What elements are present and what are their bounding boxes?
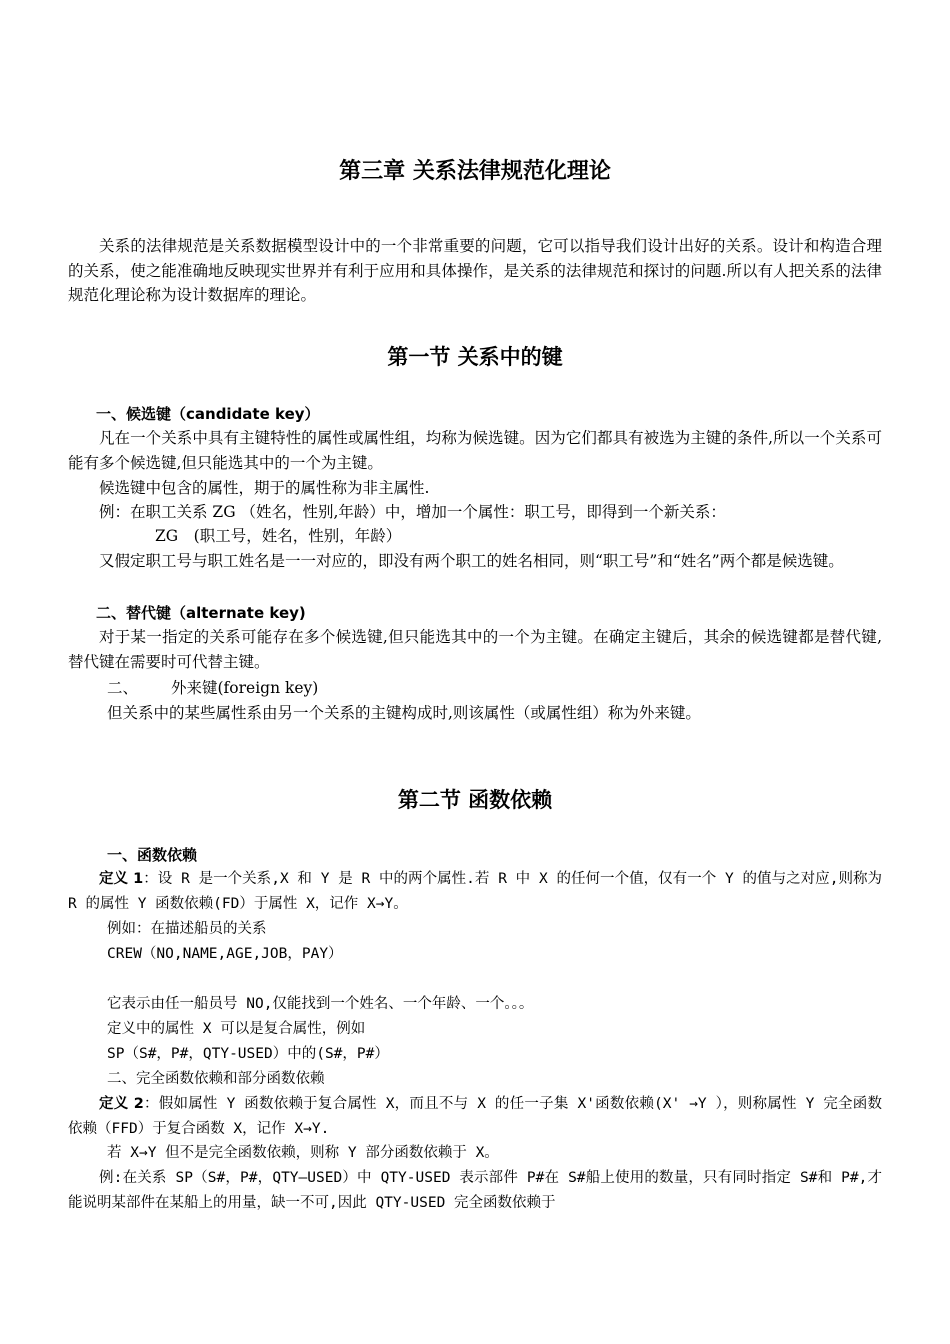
partial-dependency-line: 若 X→Y 但不是完全函数依赖，则称 Y 部分函数依赖于 X。 bbox=[107, 1145, 499, 1161]
chapter-title: 第三章 关系法律规范化理论 bbox=[339, 159, 611, 184]
full-partial-dependency-heading: 二、完全函数依赖和部分函数依赖 bbox=[107, 1071, 325, 1087]
crew-example-intro: 例如：在描述船员的关系 bbox=[107, 921, 267, 937]
candidate-key-paragraph: 凡在一个关系中具有主键特性的属性或属性组，均称为候选键。因为它们都具有被选为主键的条件,所以一个关系可能有多个候选键,但只能选其中的一个为主键。 bbox=[68, 429, 882, 472]
zg-relation-line: ZG (职工号，姓名，性别，年龄） bbox=[155, 527, 402, 545]
candidate-key-example-paragraph: 又假定职工号与职工姓名是一一对应的，即没有两个职工的姓名相同，则“职工号”和“姓名”两个都是候选键。 bbox=[99, 552, 844, 570]
foreign-key-paragraph: 但关系中的某些属性系由另一个关系的主键构成时,则该属性（或属性组）称为外来键。 bbox=[107, 704, 701, 722]
crew-explanation: 它表示由任一船员号 NO,仅能找到一个姓名、一个年龄、一个。。。 bbox=[107, 996, 534, 1012]
definition2-paragraph bbox=[68, 1092, 882, 1141]
definition1-label: 定义 1 bbox=[99, 871, 144, 887]
section2-title: 第二节 函数依赖 bbox=[397, 788, 553, 812]
definition1-text: ：设 R 是一个关系,X 和 Y 是 R 中的两个属性.若 R 中 X 的任何一个值，仅有一个 Y 的值与之对应,则称为 R 的属性 Y 函数依赖(FD）于属性 X，记作 X→Y。 bbox=[68, 871, 883, 912]
composite-attribute-line: 定义中的属性 X 可以是复合属性，例如 bbox=[107, 1021, 366, 1037]
intro-paragraph: 关系的法律规范是关系数据模型设计中的一个非常重要的问题，它可以指导我们设计出好的关系。设计和构造合理的关系，使之能准确地反映现实世界并有利于应用和具体操作，是关系的法律规范和探讨的问题.所以有人把关系的法律规范化理论称为设计数据库的理论。 bbox=[68, 237, 882, 304]
foreign-key-heading-number: 二、 bbox=[107, 679, 139, 697]
non-key-attribute-line: 候选键中包含的属性，期于的属性称为非主属性. bbox=[99, 479, 430, 497]
definition2-label: 定义 2 bbox=[99, 1096, 144, 1112]
foreign-key-heading: 外来键(foreign key) bbox=[171, 679, 319, 697]
functional-dependency-heading: 一、函数依赖 bbox=[107, 846, 198, 864]
definition2-text: ：假如属性 Y 函数依赖于复合属性 X，而且不与 X 的任一子集 X'函数依赖(X' →Y ），则称属性 Y 完全函数依赖（FFD）于复合函数 X，记作 X→Y. bbox=[68, 1096, 882, 1137]
sp-relation: SP（S#，P#，QTY-USED）中的(S#，P#） bbox=[107, 1046, 389, 1062]
employee-example-line: 例：在职工关系 ZG （姓名，性别,年龄）中，增加一个属性：职工号，即得到一个新关系： bbox=[99, 503, 726, 521]
section1-title: 第一节 关系中的键 bbox=[387, 345, 563, 369]
sp-example-paragraph: 例:在关系 SP（S#，P#，QTY—USED）中 QTY-USED 表示部件 P#在 S#船上使用的数量，只有同时指定 S#和 P#,才能说明某部件在某船上的用量，缺一不可,因此 QTY-USED 完全函数依赖于 bbox=[68, 1170, 882, 1211]
candidate-key-heading: 一、候选键（candidate key） bbox=[96, 405, 320, 423]
crew-relation: CREW（NO,NAME,AGE,JOB，PAY） bbox=[107, 946, 343, 962]
alternate-key-heading: 二、替代键（alternate key) bbox=[96, 604, 306, 622]
alternate-key-paragraph: 对于某一指定的关系可能存在多个候选键,但只能选其中的一个为主键。在确定主键后，其余的候选键都是替代键,替代键在需要时可代替主键。 bbox=[68, 628, 882, 671]
definition1-paragraph bbox=[68, 867, 882, 916]
